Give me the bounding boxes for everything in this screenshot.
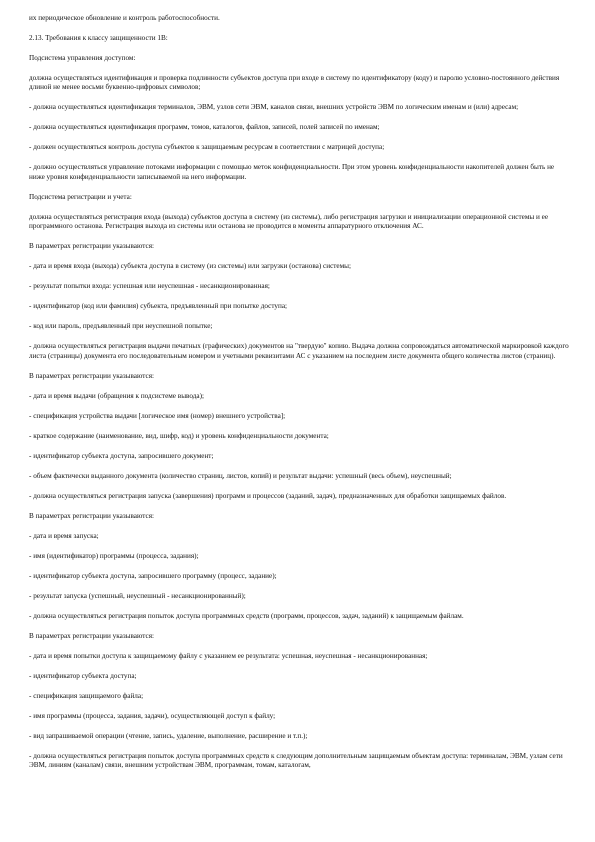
paragraph: В параметрах регистрации указываются:: [29, 371, 154, 380]
list-item: - краткое содержание (наименование, вид, шифр, код) и уровень конфиденциальности документа;: [29, 431, 329, 440]
list-item: - дата и время входа (выхода) субъекта доступа в систему (из системы) или загрузки (останова) системы;: [29, 262, 351, 271]
subsection-heading: Подсистема управления доступом:: [29, 54, 136, 62]
paragraph: В параметрах регистрации указываются:: [29, 511, 154, 520]
list-item: - идентификатор субъекта доступа, запросившего программу (процесс, задание);: [29, 571, 277, 580]
list-item: - должна осуществляться регистрация выдачи печатных (графических) документов на "твердую" копию. Выдача должна сопровождаться автоматической маркировкой каждого листа (страницы) документа его последовательным номером и учетными реквизитами АС с указанием на последнем листе документа общего количества листов (страниц).: [29, 342, 569, 360]
list-item: - спецификация устройства выдачи [логическое имя (номер) внешнего устройства];: [29, 411, 286, 420]
list-item: - спецификация защищаемого файла;: [29, 691, 144, 700]
list-item: - должно осуществляться управление потоками информации с помощью меток конфиденциальности. При этом уровень конфиденциальности накопителей должен быть не ниже уровня конфиденциальности записываемой на него информации.: [29, 163, 555, 181]
list-item: - должна осуществляться регистрация попыток доступа программных средств к следующим дополнительным защищаемым объектам доступа: терминалам, ЭВМ, узлам сети ЭВМ, линиям (каналам) связи, внешним устройствам ЭВМ, программам, томам, каталогам,: [29, 751, 563, 770]
list-item: - дата и время запуска;: [29, 531, 99, 540]
section-heading: 2.13. Требования к классу защищенности 1В:: [29, 34, 168, 42]
paragraph: должна осуществляться идентификация и проверка подлинности субъектов доступа при входе в систему по идентификатору (коду) и паролю условно-постоянного действия длиной не менее восьми буквенно-цифровых символов;: [29, 74, 560, 92]
list-item: - должна осуществляться идентификация программ, томов, каталогов, файлов, записей, полей записей по именам;: [29, 123, 380, 132]
list-item: - дата и время попытки доступа к защищаемому файлу с указанием ее результата: успешная, неуспешная - несанкционированная;: [29, 651, 428, 660]
list-item: - код или пароль, предъявленный при неуспешной попытке;: [29, 322, 213, 331]
list-item: - идентификатор субъекта доступа, запросившего документ;: [29, 451, 214, 460]
list-item: - должна осуществляться идентификация терминалов, ЭВМ, узлов сети ЭВМ, каналов связи, внешних устройств ЭВМ по логическим именам и (или) адресам;: [29, 103, 519, 112]
document-page: [29, 14, 569, 781]
paragraph: их периодическое обновление и контроль работоспособности.: [29, 14, 220, 22]
list-item: - идентификатор субъекта доступа;: [29, 671, 137, 680]
paragraph: должна осуществляться регистрация входа (выхода) субъектов доступа в систему (из системы), либо регистрация загрузки и инициализации операционной системы и ее программного останова. Регистрация выхода из системы или останова не проводится в моменты аппаратурного отключения АС.: [29, 212, 549, 231]
list-item: - результат попытки входа: успешная или неуспешная - несанкционированная;: [29, 282, 270, 291]
list-item: - должна осуществляться регистрация запуска (завершения) программ и процессов (заданий, задач), предназначенных для обработки защищаемых файлов.: [29, 491, 507, 500]
list-item: - объем фактически выданного документа (количество страниц, листов, копий) и результат выдачи: успешный (весь объем), неуспешный;: [29, 471, 452, 480]
list-item: - дата и время выдачи (обращения к подсистеме вывода);: [29, 391, 204, 400]
paragraph: В параметрах регистрации указываются:: [29, 631, 154, 640]
list-item: - идентификатор (код или фамилия) субъекта, предъявленный при попытке доступа;: [29, 302, 288, 311]
list-item: - должен осуществляться контроль доступа субъектов к защищаемым ресурсам в соответствии с матрицей доступа;: [29, 143, 385, 152]
paragraph: В параметрах регистрации указываются:: [29, 242, 154, 251]
list-item: - имя (идентификатор) программы (процесса, задания);: [29, 551, 199, 560]
list-item: - должна осуществляться регистрация попыток доступа программных средств (программ, процессов, задач, заданий) к защищаемым файлам.: [29, 611, 464, 620]
list-item: - результат запуска (успешный, неуспешный - несанкционированный);: [29, 591, 246, 600]
subsection-heading: Подсистема регистрации и учета:: [29, 192, 132, 201]
list-item: - имя программы (процесса, задания, задачи), осуществляющей доступ к файлу;: [29, 711, 276, 720]
list-item: - вид запрашиваемой операции (чтение, запись, удаление, выполнение, расширение и т.п.);: [29, 731, 308, 740]
